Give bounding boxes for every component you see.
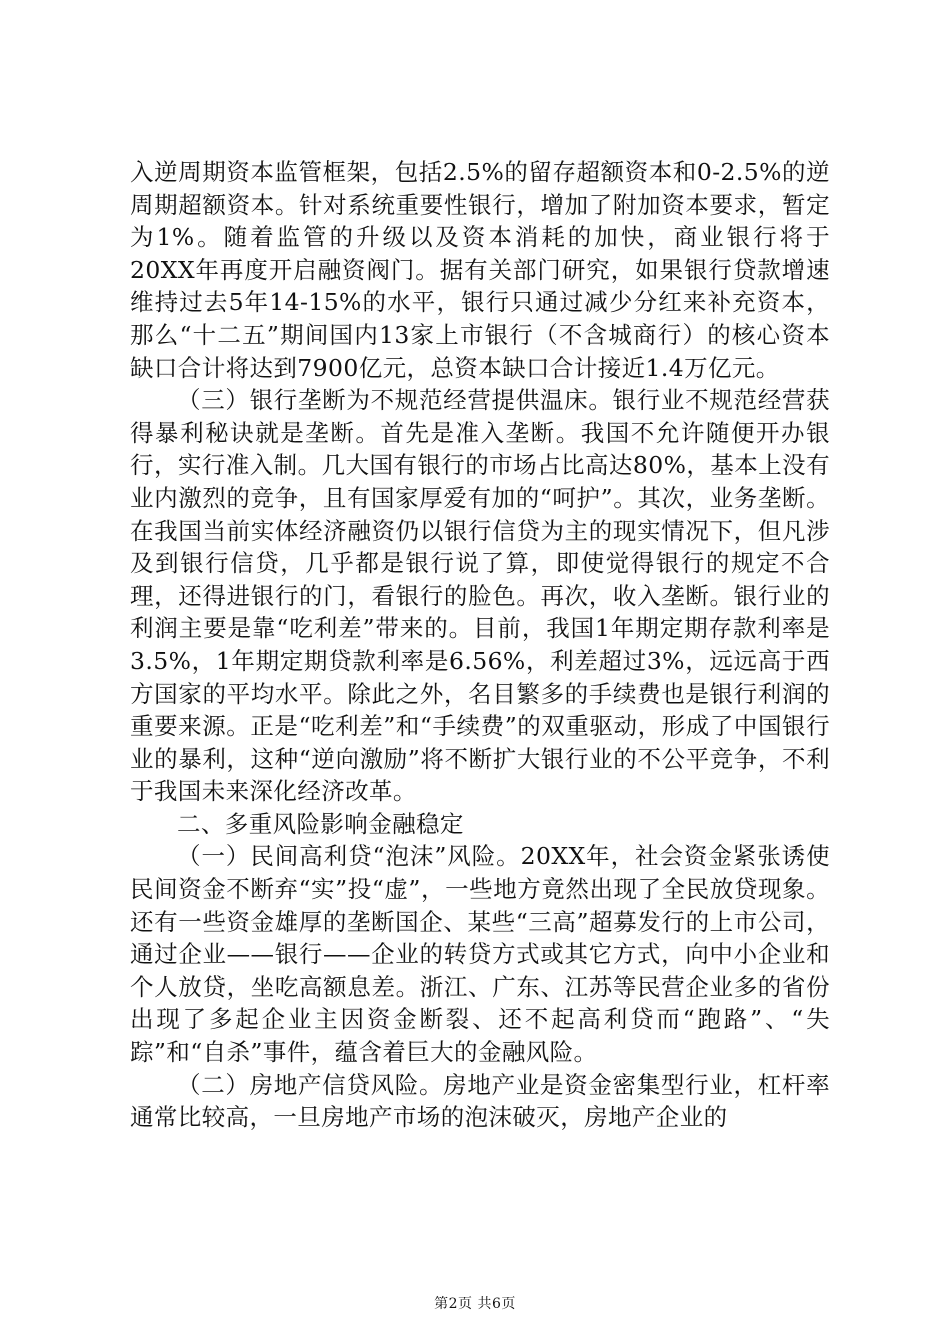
paragraph-capital-regulation: 入逆周期资本监管框架，包括2.5%的留存超额资本和0-2.5%的逆周期超额资本。针对系统重要性银行，增加了附加资本要求，暂定为1%。随着监管的升级以及资本消耗的加快，商业银行将于20XX年再度开启融资阀门。据有关部门研究，如果银行贷款增速维持过去5年14-15%的水平，银行只通过减少分红来补充资本，那么“十二五”期间国内13家上市银行（不含城商行）的核心资本缺口合计将达到7900亿元，总资本缺口合计接近1.4万亿元。 [130, 158, 830, 382]
section-heading-financial-risks: 二、多重风险影响金融稳定 [177, 809, 464, 838]
paragraph-real-estate-credit-risk: （二）房地产信贷风险。房地产业是资金密集型行业，杠杆率通常比较高，一旦房地产市场的泡沫破灭，房地产企业的 [130, 1070, 830, 1132]
document-body [130, 156, 830, 1134]
paragraph-private-lending-risk: （一）民间高利贷“泡沫”风险。20XX年，社会资金紧张诱使民间资金不断弃“实”投“虚”，一些地方竟然出现了全民放贷现象。还有一些资金雄厚的垄断国企、某些“三高”超募发行的上市公司，通过企业——银行——企业的转贷方式或其它方式，向中小企业和个人放贷，坐吃高额息差。浙江、广东、江苏等民营企业多的省份出现了多起企业主因资金断裂、还不起高利贷而“跑路”、“失踪”和“自杀”事件，蕴含着巨大的金融风险。 [130, 842, 830, 1067]
paragraph-bank-monopoly: （三）银行垄断为不规范经营提供温床。银行业不规范经营获得暴利秘诀就是垄断。首先是准入垄断。我国不允许随便开办银行，实行准入制。几大国有银行的市场占比高达80%，基本上没有业内激烈的竞争，且有国家厚爱有加的“呵护”。其次，业务垄断。在我国当前实体经济融资仍以银行信贷为主的现实情况下，但凡涉及到银行信贷，几乎都是银行说了算，即使觉得银行的规定不合理，还得进银行的门，看银行的脸色。再次，收入垄断。银行业的利润主要是靠“吃利差”带来的。目前，我国1年期定期存款利率是3.5%，1年期定期贷款利率是6.56%，利差超过3%，远远高于西方国家的平均水平。除此之外，名目繁多的手续费也是银行利润的重要来源。正是“吃利差”和“手续费”的双重驱动，形成了中国银行业的暴利，这种“逆向激励”将不断扩大银行业的不公平竞争，不利于我国未来深化经济改革。 [130, 386, 830, 806]
page-footer [0, 1293, 950, 1313]
page-number: 第2页 共6页 [434, 1296, 516, 1312]
